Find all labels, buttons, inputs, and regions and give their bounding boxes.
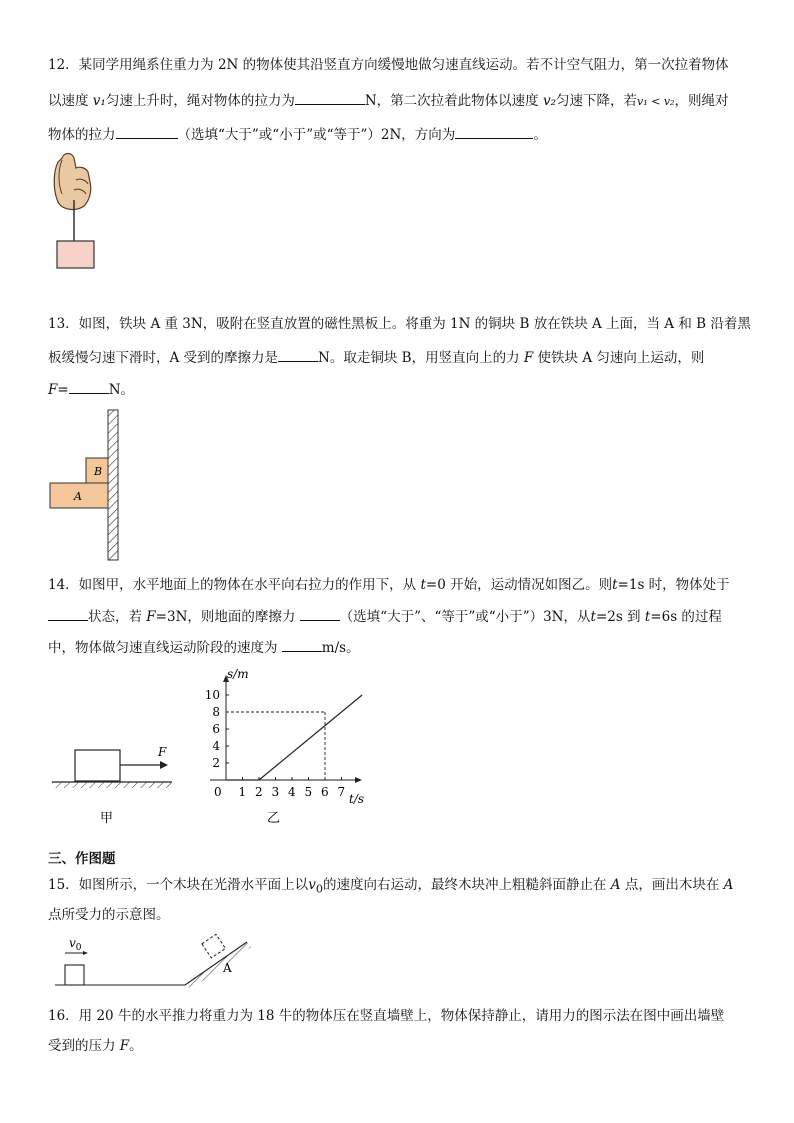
block-a-label: A bbox=[74, 490, 82, 503]
q16-line-2: 受到的压力 F。 bbox=[48, 1038, 143, 1054]
answer-blank[interactable] bbox=[116, 124, 178, 139]
q14-line-2: 状态，若 F=3N，则地面的摩擦力 （选填“大于”、“等于”或“小于”）3N，从t=2s 到 t=6s 的过程 bbox=[48, 606, 722, 626]
q15-figure-block-and-incline bbox=[55, 930, 255, 1000]
x-tick-label: 6 bbox=[321, 785, 329, 799]
x-tick-label: 4 bbox=[288, 785, 296, 799]
q15-line-1: 15．如图所示，一个木块在光滑水平面上以$v_0$的速度向右运动，最终木块冲上粗糙斜面静止在 A 点，画出木块在 A bbox=[48, 877, 734, 896]
answer-blank[interactable] bbox=[48, 606, 88, 621]
y-tick-label: 6 bbox=[212, 722, 220, 736]
magnetic-board-wall bbox=[108, 410, 118, 560]
x-tick-label: 1 bbox=[238, 785, 247, 799]
q13-line-1: 13．如图，铁块 A 重 3N，吸附在竖直放置的磁性黑板上。将重为 1N 的铜块 B 放在铁块 A 上面，当 A 和 B 沿着黑 bbox=[48, 316, 751, 332]
ground-hatch bbox=[52, 782, 172, 788]
answer-blank[interactable] bbox=[69, 379, 109, 394]
section-title: 三、作图题 bbox=[48, 851, 116, 867]
q12-line-2: 以速度 v₁匀速上升时，绳对物体的拉力为 N，第二次拉着此物体以速度 v₂匀速下降，若v₁ < v₂，则绳对 bbox=[48, 90, 728, 111]
x-tick-label: 2 bbox=[255, 785, 263, 799]
q13-line-2: 板缓慢匀速下滑时，A 受到的摩擦力是 N。取走铜块 B，用竖直向上的力 F 使铁块 A 匀速向上运动，则 bbox=[48, 347, 704, 367]
answer-blank[interactable] bbox=[455, 124, 533, 139]
q14-line-1: 14．如图甲，水平地面上的物体在水平向右拉力的作用下，从 t=0 开始，运动情况如图乙。则t=1s 时，物体处于 bbox=[48, 577, 730, 593]
point-a-label: A bbox=[223, 961, 232, 975]
hanging-block bbox=[57, 241, 94, 268]
q13-figure-blocks-on-wall bbox=[48, 408, 128, 563]
q14-line-3: 中，物体做匀速直线运动阶段的速度为 m/s。 bbox=[48, 637, 360, 657]
x-tick-label: 7 bbox=[337, 785, 346, 799]
q14-figure-jia bbox=[48, 736, 178, 826]
block-b-label: B bbox=[94, 465, 103, 478]
q12-figure-hand-rope-block bbox=[40, 150, 110, 274]
hand-icon bbox=[54, 154, 91, 210]
x-axis-label: t/s bbox=[349, 792, 365, 806]
y-tick-label: 8 bbox=[212, 705, 220, 719]
force-arrowhead bbox=[160, 761, 168, 769]
q12-line-1: 12．某同学用绳系住重力为 2N 的物体使其沿竖直方向缓慢地做匀速直线运动。若不计空气阻力，第一次拉着物体 bbox=[48, 57, 729, 73]
box bbox=[75, 750, 120, 781]
y-tick-label: 4 bbox=[212, 739, 220, 753]
x-tick-label: 0 bbox=[214, 785, 222, 799]
answer-blank[interactable] bbox=[300, 606, 340, 621]
answer-blank[interactable] bbox=[295, 90, 365, 105]
q13-line-3: F= N。 bbox=[48, 379, 134, 399]
x-tick-label: 3 bbox=[271, 785, 280, 799]
block-at-a-dashed bbox=[202, 934, 226, 958]
x-axis-arrow bbox=[355, 777, 362, 783]
answer-blank[interactable] bbox=[282, 637, 322, 652]
v0-label: $v_0$ bbox=[69, 936, 82, 953]
q12-line-3: 物体的拉力 （选填“大于”或“小于”或“等于”）2N，方向为 。 bbox=[48, 124, 547, 144]
wood-block bbox=[65, 965, 84, 985]
q15-line-2: 点所受力的示意图。 bbox=[48, 907, 170, 923]
series-line bbox=[226, 695, 362, 780]
axes bbox=[210, 675, 362, 783]
incline-hatch bbox=[185, 942, 251, 989]
figure-yi-label: 乙 bbox=[267, 811, 281, 824]
y-tick-label: 10 bbox=[204, 688, 220, 702]
velocity-arrowhead bbox=[83, 951, 88, 955]
y-axis-label: s/m bbox=[227, 667, 249, 681]
answer-blank[interactable] bbox=[278, 347, 318, 362]
force-label: F bbox=[158, 745, 167, 759]
st-graph bbox=[185, 664, 370, 824]
q16-line-1: 16．用 20 牛的水平推力将重力为 18 牛的物体压在竖直墙壁上，物体保持静止，请用力的图示法在图中画出墙壁 bbox=[48, 1008, 725, 1024]
y-tick-label: 2 bbox=[212, 756, 220, 770]
x-tick-label: 5 bbox=[304, 785, 313, 799]
figure-jia-label: 甲 bbox=[100, 811, 114, 826]
